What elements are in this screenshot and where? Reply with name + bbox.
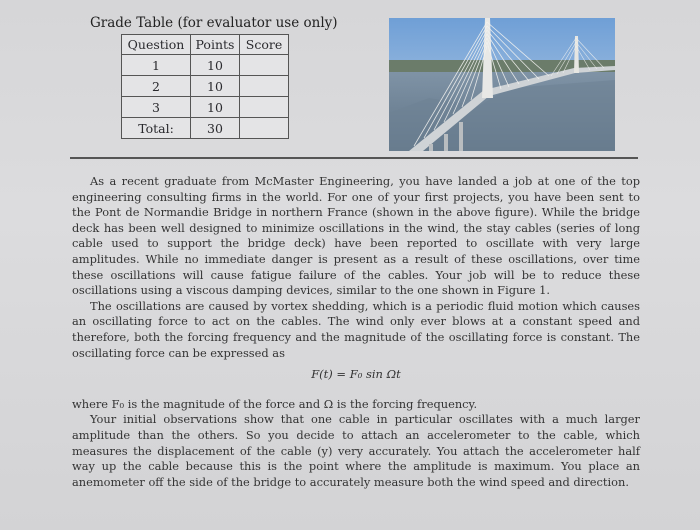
- table-row-total: [122, 118, 289, 139]
- grade-table-title: Grade Table (for evaluator use only): [90, 15, 338, 31]
- points-cell: 30: [191, 118, 240, 139]
- points-cell: 10: [191, 97, 240, 118]
- points-cell: 10: [191, 76, 240, 97]
- question-cell: 1: [122, 55, 191, 76]
- points-cell: 10: [191, 55, 240, 76]
- grade-table: [121, 34, 289, 139]
- paragraph-oscillations: The oscillations are caused by vortex shedding, which is a periodic fluid motion which causes an oscillating force to act on the cables. The wind only ever blows at a constant speed and therefore, both the forcing frequency and the magnitude of the oscillating force is constant. The oscillating force can be expressed as: [72, 298, 640, 360]
- paragraph-where: where F₀ is the magnitude of the force and Ω is the forcing frequency.: [72, 396, 478, 411]
- bridge-photo: [389, 18, 615, 151]
- score-cell: [240, 55, 289, 76]
- question-cell: Total:: [122, 118, 191, 139]
- grade-table-header-row: [122, 35, 289, 55]
- question-cell: 3: [122, 97, 191, 118]
- header-question: Question: [122, 35, 191, 55]
- table-row: [122, 76, 289, 97]
- paragraph-observations: Your initial observations show that one cable in particular oscillates with a much larger amplitude than the others. So you decide to attach an accelerometer to the cable, which measures the displacement of the cable (y) very accurately. You attach the accelerometer half way up the cable because this is the point where the amplitude is maximum. You place an anemometer off the side of the bridge to accurately measure both the wind speed and direction.: [72, 412, 640, 489]
- section-divider: [70, 157, 638, 159]
- score-cell: [240, 76, 289, 97]
- problem-statement: [72, 174, 640, 490]
- header-points: Points: [191, 35, 240, 55]
- table-row: [122, 55, 289, 76]
- score-cell: [240, 118, 289, 139]
- score-cell: [240, 97, 289, 118]
- force-equation: F(t) = F₀ sin Ωt: [311, 367, 401, 382]
- question-cell: 2: [122, 76, 191, 97]
- table-row: [122, 97, 289, 118]
- paragraph-intro: As a recent graduate from McMaster Engineering, you have landed a job at one of the top engineering consulting firms in the world. For one of your first projects, you have been sent to the Pont de Normandie Bridge in northern France (shown in the above figure). While the bridge deck has been well designed to minimize oscillations in the wind, the stay cables (series of long cable used to support the bridge deck) have been reported to oscillate with very large amplitudes. While no immediate danger is present as a result of these oscillations, over time these oscillations will cause fatigue failure of the cables. Your job will be to reduce these oscillations using a viscous damping devices, similar to the one shown in Figure 1.: [72, 174, 640, 298]
- header-score: Score: [240, 35, 289, 55]
